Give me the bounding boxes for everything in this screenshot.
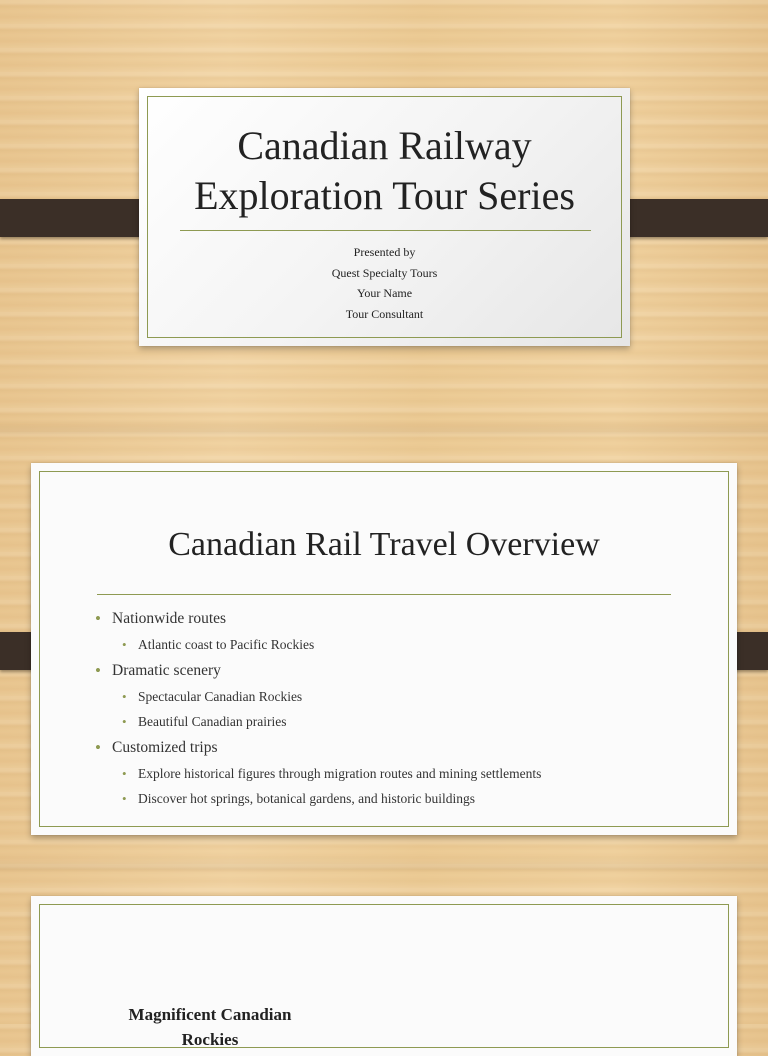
bullet-list — [95, 605, 541, 811]
subtitle-line: Your Name — [356, 286, 413, 301]
bullet-item: • Nationwide routes — [95, 605, 541, 632]
bullet-icon: • — [95, 609, 101, 628]
subtitle-line: Quest Specialty Tours — [331, 265, 438, 280]
title-line-1: Canadian Railway — [237, 123, 532, 168]
slide-2-title: Canadian Rail Travel Overview — [168, 526, 600, 563]
sub-bullet-item: • Discover hot springs, botanical gardens, and historic buildings — [95, 786, 541, 811]
binder-strap-left-1 — [0, 199, 156, 237]
bullet-icon: • — [122, 791, 127, 806]
sub-bullet-item: • Spectacular Canadian Rockies — [95, 684, 541, 709]
bullet-icon: • — [122, 689, 127, 704]
bullet-item: • Customized trips — [95, 734, 541, 761]
slide-1-title[interactable] — [139, 88, 630, 346]
slide-2-overview[interactable] — [31, 463, 737, 835]
subtitle-line: Tour Consultant — [345, 307, 424, 322]
bullet-icon: • — [122, 766, 127, 781]
subtitle-line: Presented by — [353, 245, 416, 259]
binder-strap-right-1 — [613, 199, 768, 237]
slide-1-title-text — [148, 121, 621, 221]
title-divider — [180, 230, 591, 231]
slide-2-frame — [39, 471, 729, 827]
slide-3-heading: Magnificent Canadian Rockies — [128, 1005, 292, 1049]
title-line-2: Exploration Tour Series — [194, 173, 575, 218]
slide-3-rockies[interactable] — [31, 896, 737, 1056]
bullet-icon: • — [122, 637, 127, 652]
sub-bullet-item: • Explore historical figures through migration routes and mining settlements — [95, 761, 541, 786]
sub-bullet-item: • Atlantic coast to Pacific Rockies — [95, 632, 541, 657]
slide-1-frame — [147, 96, 622, 338]
slide-3-frame — [39, 904, 729, 1048]
sub-bullet-item: • Beautiful Canadian prairies — [95, 709, 541, 734]
slide-2-divider — [97, 594, 671, 595]
bullet-icon: • — [95, 738, 101, 757]
bullet-icon: • — [95, 661, 101, 680]
bullet-icon: • — [122, 714, 127, 729]
slide-1-subtitle — [148, 242, 621, 325]
bullet-item: • Dramatic scenery — [95, 657, 541, 684]
